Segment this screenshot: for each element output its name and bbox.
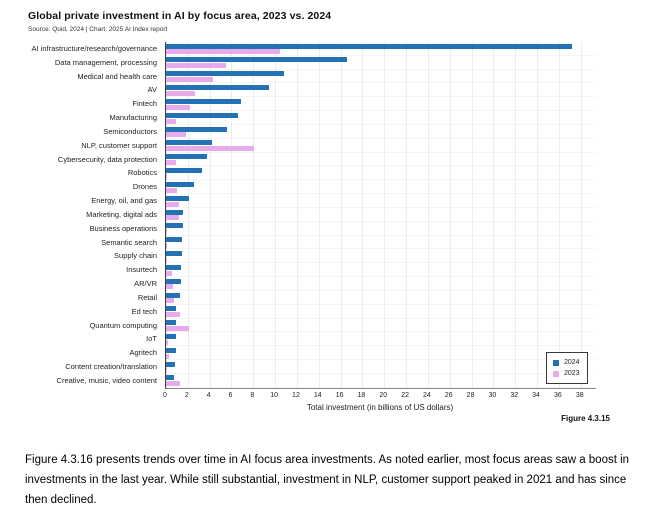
bar-2024 xyxy=(166,306,176,311)
bar-row xyxy=(166,263,596,277)
legend-label-2023: 2023 xyxy=(564,370,580,377)
bar-2024 xyxy=(166,251,182,256)
bar-2023 xyxy=(166,340,168,345)
bar-2023 xyxy=(166,91,195,96)
bar-2023 xyxy=(166,284,173,289)
bar-2024 xyxy=(166,237,182,242)
category-label: Quantum computing xyxy=(89,320,157,330)
bar-row xyxy=(166,42,596,56)
bar-2023 xyxy=(166,105,190,110)
chart-title: Global private investment in AI by focus area, 2023 vs. 2024 xyxy=(28,10,332,22)
bar-row xyxy=(166,249,596,263)
x-axis-title: Total investment (in billions of US dollars) xyxy=(306,403,454,412)
category-label: AR/VR xyxy=(134,279,157,289)
bar-row xyxy=(166,319,596,333)
category-label: Semiconductors xyxy=(103,126,157,136)
category-label: IoT xyxy=(146,334,157,344)
bar-row xyxy=(166,374,596,388)
bar-2024 xyxy=(166,375,174,380)
x-tick-label-34: 34 xyxy=(532,392,540,399)
bar-row xyxy=(166,111,596,125)
x-tick-label-2: 2 xyxy=(184,392,189,399)
bar-2023 xyxy=(166,312,180,317)
figure-caption: Figure 4.3.16 presents trends over time in AI focus area investments. As noted earlier, most focus areas saw a boost in investments in the last year. While still substantial, investment in NLP, customer support peaked in 2021 and has since then declined. xyxy=(25,454,630,505)
figure-label: Figure 4.3.15 xyxy=(561,414,610,423)
bar-row xyxy=(166,56,596,70)
bar-row xyxy=(166,83,596,97)
legend-item-2024 xyxy=(553,357,580,368)
bar-row xyxy=(166,360,596,374)
bar-2024 xyxy=(166,44,572,49)
bar-2023 xyxy=(166,367,167,372)
x-tick-label-24: 24 xyxy=(423,392,431,399)
category-label: Creative, music, video content xyxy=(56,375,157,385)
bar-2024 xyxy=(166,127,227,132)
x-tick-label-6: 6 xyxy=(228,392,233,399)
bar-2023 xyxy=(166,160,176,165)
category-label: Data management, processing xyxy=(54,57,157,67)
bar-row xyxy=(166,346,596,360)
plot-area xyxy=(165,42,596,389)
bar-2023 xyxy=(166,77,213,82)
category-label: Manufacturing xyxy=(109,113,157,123)
legend-swatch-2023 xyxy=(553,371,559,377)
category-label: Marketing, digital ads xyxy=(86,209,157,219)
x-tick-label-26: 26 xyxy=(444,392,453,399)
x-tick-label-32: 32 xyxy=(510,392,519,399)
x-tick-label-12: 12 xyxy=(292,392,300,399)
bar-2023 xyxy=(166,381,180,386)
bar-2024 xyxy=(166,168,202,173)
bar-row xyxy=(166,139,596,153)
x-tick-label-22: 22 xyxy=(401,392,409,399)
bar-2024 xyxy=(166,210,183,215)
category-label: NLP, customer support xyxy=(81,140,157,150)
bar-2024 xyxy=(166,348,176,353)
bar-2023 xyxy=(166,257,167,262)
bar-2023 xyxy=(166,298,174,303)
x-tick-label-8: 8 xyxy=(250,392,255,399)
bar-2024 xyxy=(166,113,238,118)
category-label: Semantic search xyxy=(101,237,157,247)
category-label: Supply chain xyxy=(114,251,157,261)
bar-2024 xyxy=(166,293,180,298)
bar-row xyxy=(166,277,596,291)
category-label: Drones xyxy=(132,182,157,192)
category-label: Robotics xyxy=(127,168,157,178)
bar-row xyxy=(166,305,596,319)
bar-2023 xyxy=(166,271,172,276)
bar-2024 xyxy=(166,334,176,339)
bar-2023 xyxy=(166,146,254,151)
x-tick-label-38: 38 xyxy=(575,392,584,399)
bar-row xyxy=(166,208,596,222)
x-tick-label-10: 10 xyxy=(270,392,279,399)
chart-source: Source: Quid, 2024 | Chart: 2025 AI Index report xyxy=(28,26,168,33)
bar-2023 xyxy=(166,132,186,137)
x-tick-label-18: 18 xyxy=(357,392,366,399)
category-label: Content creation/translation xyxy=(65,362,157,372)
bar-row xyxy=(166,291,596,305)
bar-2024 xyxy=(166,265,181,270)
bar-2023 xyxy=(166,326,189,331)
bar-row xyxy=(166,180,596,194)
x-tick-label-30: 30 xyxy=(488,392,497,399)
bar-2023 xyxy=(166,119,176,124)
bar-2023 xyxy=(166,63,226,68)
category-label: Cybersecurity, data protection xyxy=(57,154,157,164)
bar-2023 xyxy=(166,188,177,193)
category-label: Medical and health care xyxy=(77,71,157,81)
bar-2024 xyxy=(166,182,194,187)
bar-2023 xyxy=(166,215,179,220)
bar-2024 xyxy=(166,57,347,62)
legend xyxy=(546,352,588,384)
bar-2024 xyxy=(166,279,181,284)
category-label: Retail xyxy=(137,292,157,302)
category-label: Business operations xyxy=(89,223,157,233)
x-tick-label-16: 16 xyxy=(335,392,344,399)
bar-row xyxy=(166,194,596,208)
bar-2023 xyxy=(166,243,167,248)
bar-2024 xyxy=(166,362,175,367)
bar-2024 xyxy=(166,196,189,201)
bar-2023 xyxy=(166,49,280,54)
x-tick-label-0: 0 xyxy=(163,392,167,399)
bar-2023 xyxy=(166,229,167,234)
bar-2023 xyxy=(166,174,167,179)
bar-2023 xyxy=(166,354,169,359)
legend-item-2023 xyxy=(553,368,580,379)
category-label: AV xyxy=(147,85,157,95)
category-label: Ed tech xyxy=(131,306,157,316)
bar-row xyxy=(166,332,596,346)
category-label: Fintech xyxy=(132,99,157,109)
x-tick-label-14: 14 xyxy=(313,392,322,399)
bar-2024 xyxy=(166,320,176,325)
bar-row xyxy=(166,125,596,139)
bar-2023 xyxy=(166,202,179,207)
legend-label-2024: 2024 xyxy=(564,359,580,366)
x-tick-label-4: 4 xyxy=(206,392,211,399)
bar-row xyxy=(166,97,596,111)
bar-2024 xyxy=(166,85,269,90)
category-label: Insurtech xyxy=(126,265,157,275)
category-labels xyxy=(0,42,161,388)
bar-row xyxy=(166,153,596,167)
bar-rows xyxy=(166,42,596,388)
bar-row xyxy=(166,236,596,250)
bar-row xyxy=(166,222,596,236)
bar-2024 xyxy=(166,154,207,159)
category-label: Agritech xyxy=(129,348,157,358)
legend-swatch-2024 xyxy=(553,360,559,366)
category-label: Energy, oil, and gas xyxy=(91,196,157,206)
x-tick-label-36: 36 xyxy=(553,392,562,399)
x-axis-ticks xyxy=(165,392,595,402)
bar-row xyxy=(166,166,596,180)
category-label: AI infrastructure/research/governance xyxy=(31,44,157,53)
bar-row xyxy=(166,70,596,84)
bar-2024 xyxy=(166,99,241,104)
x-tick-label-20: 20 xyxy=(379,392,388,399)
bar-2024 xyxy=(166,223,183,228)
bar-2024 xyxy=(166,71,284,76)
x-tick-label-28: 28 xyxy=(466,392,475,399)
bar-2024 xyxy=(166,140,212,145)
